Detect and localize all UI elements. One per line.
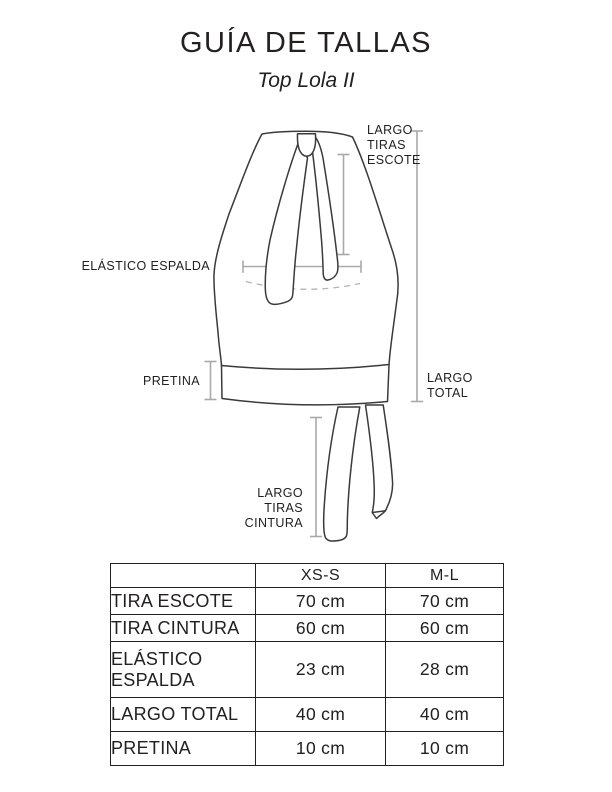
waist-strap-measure-line <box>310 418 322 537</box>
value-cell: 10 cm <box>256 732 386 766</box>
row-label-largo-total: LARGO TOTAL <box>111 698 256 732</box>
page-title: GUÍA DE TALLAS <box>179 27 433 59</box>
waist-tie-right <box>366 405 393 519</box>
label-back-elastic: ELÁSTICO ESPALDA <box>81 259 210 273</box>
row-label-elastico-espalda: ELÁSTICO ESPALDA <box>111 642 256 698</box>
value-cell: 28 cm <box>386 642 504 698</box>
waist-tie-left <box>324 407 360 541</box>
label-neck-strap-length: LARGO TIRAS ESCOTE <box>367 123 421 167</box>
waistband-measure-line <box>205 362 217 400</box>
value-cell: 23 cm <box>256 642 386 698</box>
table-row <box>111 698 504 732</box>
value-cell: 60 cm <box>386 615 504 642</box>
row-label-tira-cintura: TIRA CINTURA <box>111 615 256 642</box>
size-table <box>110 563 504 766</box>
product-name: Top Lola II <box>257 69 355 92</box>
value-cell: 40 cm <box>256 698 386 732</box>
size-column-m-l: M-L <box>386 564 504 588</box>
size-table-header-row <box>111 564 504 588</box>
table-row <box>111 615 504 642</box>
value-cell: 60 cm <box>256 615 386 642</box>
label-waistband: PRETINA <box>143 374 200 388</box>
row-label-tira-escote: TIRA ESCOTE <box>111 588 256 615</box>
value-cell: 70 cm <box>386 588 504 615</box>
neck-knot <box>297 134 315 156</box>
row-label-pretina: PRETINA <box>111 732 256 766</box>
value-cell: 70 cm <box>256 588 386 615</box>
label-waist-strap-length: LARGO TIRAS CINTURA <box>244 486 303 530</box>
size-table-corner-cell <box>111 564 256 588</box>
value-cell: 40 cm <box>386 698 504 732</box>
table-row <box>111 642 504 698</box>
value-cell: 10 cm <box>386 732 504 766</box>
table-row <box>111 732 504 766</box>
total-length-measure-line <box>411 131 423 402</box>
table-row <box>111 588 504 615</box>
size-column-xs-s: XS-S <box>256 564 386 588</box>
label-total-length: LARGO TOTAL <box>427 371 473 400</box>
